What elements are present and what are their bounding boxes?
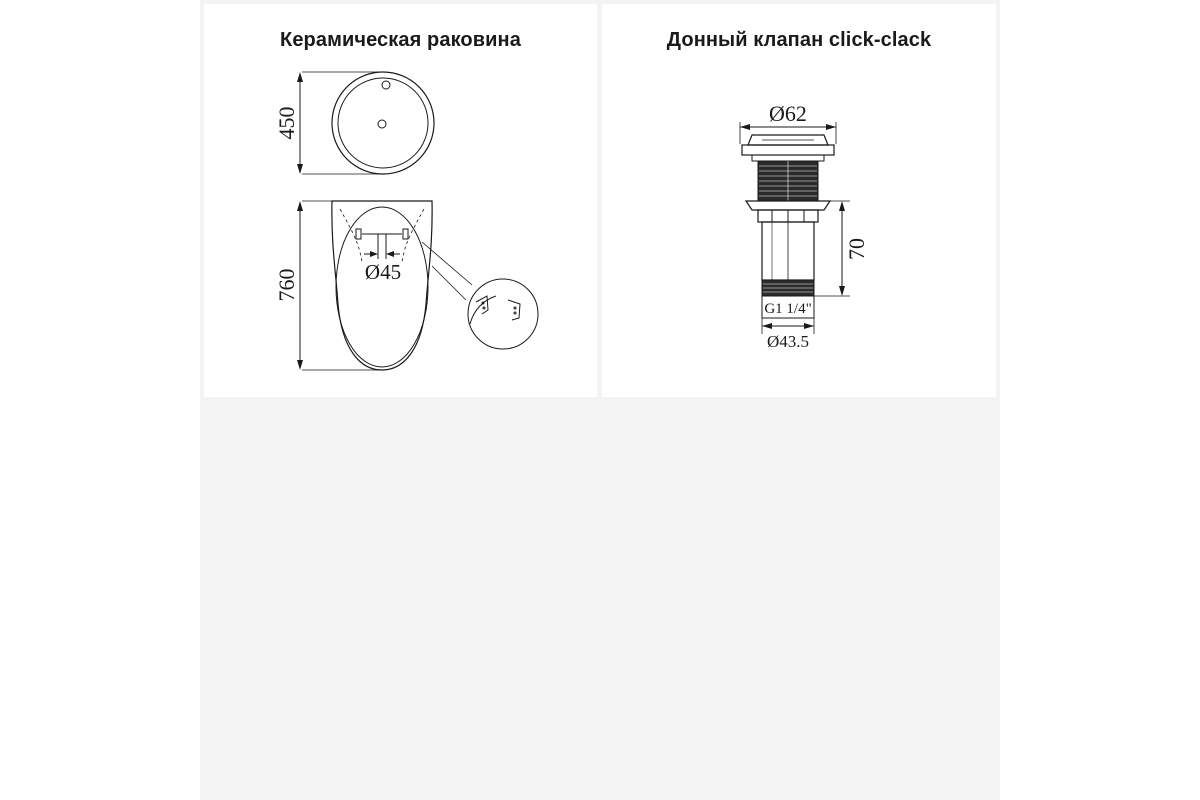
dim-drain-label: Ø45 bbox=[364, 260, 402, 284]
dim-cap-diameter-label: Ø62 bbox=[769, 101, 807, 126]
drain-valve-title: Донный клапан click-clack bbox=[666, 29, 932, 51]
dim-450-label: 450 bbox=[274, 106, 299, 140]
dim-valve-height-label: 70 bbox=[844, 238, 869, 260]
drain-valve-panel bbox=[602, 4, 996, 397]
washbasin-front-view bbox=[297, 201, 432, 370]
washbasin-top-view bbox=[297, 72, 434, 174]
dim-thread-label: G1 1/4" bbox=[764, 301, 812, 317]
bracket-detail-callout bbox=[422, 242, 538, 349]
washbasin-panel bbox=[204, 4, 597, 397]
washbasin-title: Керамическая раковина bbox=[280, 29, 521, 51]
drain-valve-drawing bbox=[602, 4, 996, 397]
dim-body-diameter-label: Ø43.5 bbox=[766, 332, 810, 351]
dim-760-label: 760 bbox=[274, 268, 299, 302]
washbasin-drawing bbox=[204, 4, 597, 397]
spec-canvas bbox=[200, 0, 1000, 800]
